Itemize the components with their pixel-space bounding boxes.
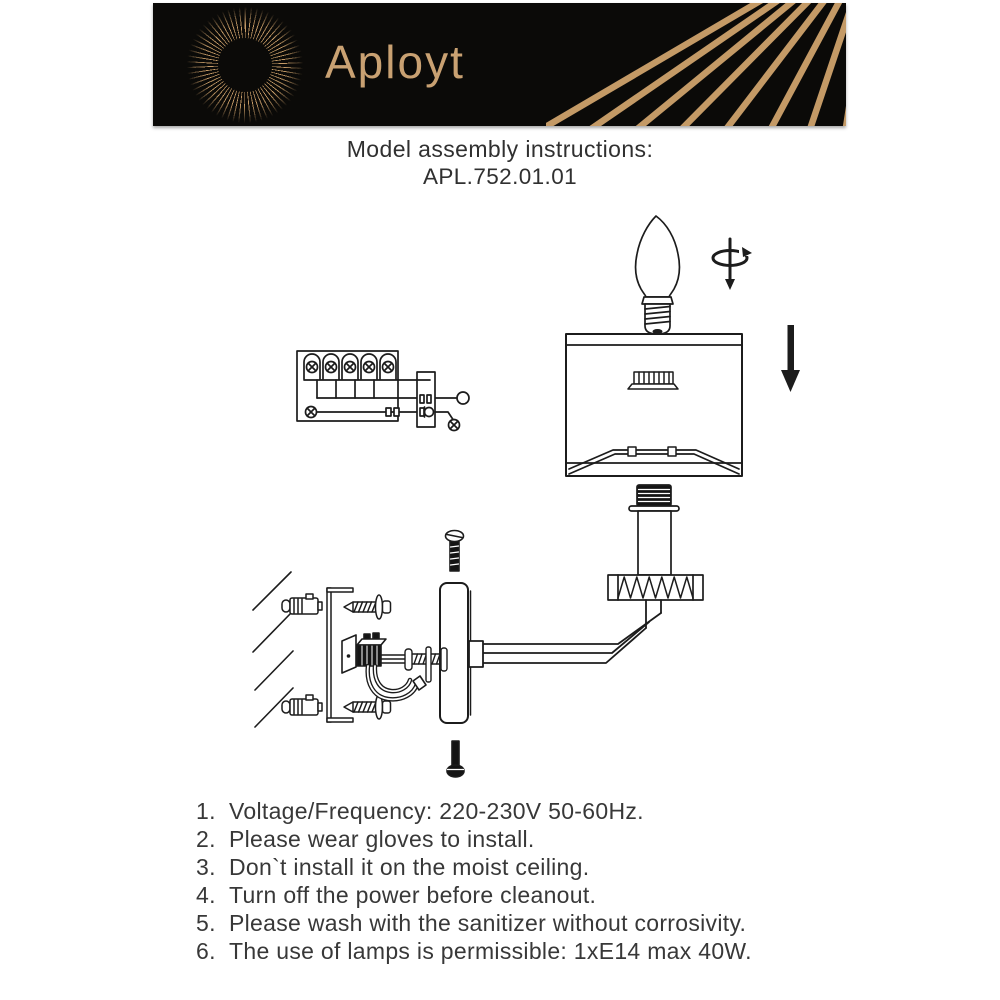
lampshade — [566, 334, 742, 476]
candle-bulb — [636, 216, 680, 334]
canopy-screw-top — [446, 531, 464, 572]
wall-arm — [469, 600, 661, 667]
schematic-terminal-block — [417, 372, 435, 427]
item-number: 6. — [196, 938, 216, 964]
item-number: 1. — [196, 798, 216, 824]
wall-anchor — [282, 695, 322, 715]
item-number: 5. — [196, 910, 216, 936]
instruction-item — [196, 826, 876, 854]
terminal-block — [357, 633, 386, 666]
instruction-list — [196, 798, 876, 966]
page-title: Model assembly instructions: — [346, 136, 654, 162]
instruction-item — [196, 854, 876, 882]
canopy-screw-bottom — [447, 741, 464, 777]
item-text: The use of lamps is permissible: 1xE14 max 40W. — [229, 938, 752, 964]
item-number: 4. — [196, 882, 216, 908]
junction-hardware — [342, 633, 447, 699]
wall-anchor — [282, 594, 322, 614]
item-text: Turn off the power before cleanout. — [229, 882, 597, 908]
item-text: Please wear gloves to install. — [229, 826, 535, 852]
arm-collar — [469, 641, 483, 667]
instruction-item — [196, 882, 876, 910]
wiring-schematic — [297, 351, 469, 431]
socket-tube — [638, 511, 671, 575]
down-arrow-icon — [781, 325, 800, 392]
mounting-screw — [344, 595, 391, 619]
instruction-item — [196, 938, 876, 966]
item-number: 2. — [196, 826, 216, 852]
model-code: APL.752.01.01 — [422, 164, 578, 189]
item-text: Voltage/Frequency: 220-230V 50-60Hz. — [229, 798, 644, 824]
inner-socket — [628, 372, 678, 389]
decorative-zigzag-ring — [608, 575, 703, 600]
item-text: Please wash with the sanitizer without corrosivity. — [229, 910, 747, 936]
instruction-item — [196, 910, 876, 938]
brand-wordmark: Aployt — [325, 36, 465, 88]
socket-cap — [629, 485, 679, 511]
connector-plate — [342, 635, 356, 673]
item-number: 3. — [196, 854, 216, 880]
rotate-arrow-icon — [713, 239, 752, 290]
instruction-item — [196, 798, 876, 826]
item-text: Don`t install it on the moist ceiling. — [229, 854, 590, 880]
wires — [368, 666, 426, 699]
